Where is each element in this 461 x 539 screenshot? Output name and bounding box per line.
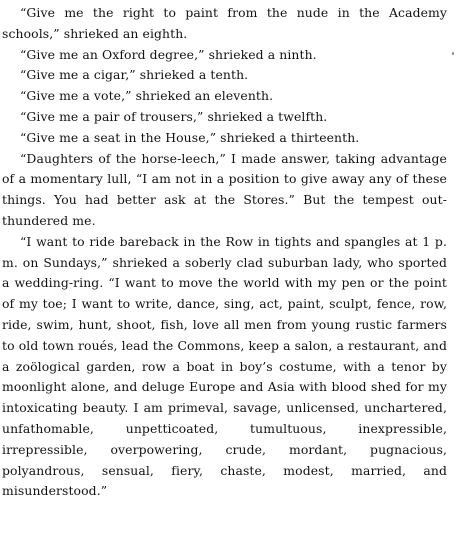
paragraph-suburban-lady: “I want to ride bareback in the Row in tights and spangles at 1 p. m. on Sundays,” shrieked a soberly clad suburban lady, who sported a wedding-ring. “I want to move the world with my pen or the point of my toe; I want to write, dance, sing, act, paint, sculpt, fence, row, ride, swim, hunt, shoot, fish, love all men from young rustic farmers to old town roués, lead the Commons, keep a salon, a restaurant, and a zoölogical garden, row a boat in boy’s costume, with a tenor by moonlight alone, and deluge Europe and Asia with blood shed for my intoxicating beauty. I am primeval, savage, unlicensed, unchartered, unfathomable, unpetticoated, tumultuous, inexpressible, irrepressible, overpowering, crude, mordant, pugnacious, polyandrous, sensual, fiery, chaste, modest, married, and misunderstood.” [2,233,447,499]
paragraph-twelfth-request: “Give me a pair of trousers,” shrieked a twelfth. [20,108,328,124]
book-page-text [2,3,447,502]
paragraph-ninth-request: “Give me an Oxford degree,” shrieked a ninth. [20,46,317,62]
paragraph-narrator-answer: “Daughters of the horse-leech,” I made answer, taking advantage of a momentary lull, “I am not in a position to give away any of these things. You had better ask at the Stores.” But the tempest out-thundered me. [2,150,447,228]
print-speck [452,52,454,55]
paragraph-thirteenth-request: “Give me a seat in the House,” shrieked a thirteenth. [20,129,360,145]
paragraph-eleventh-request: “Give me a vote,” shrieked an eleventh. [20,88,274,104]
paragraph-tenth-request: “Give me a cigar,” shrieked a tenth. [20,67,249,83]
paragraph-eighth-request: “Give me the right to paint from the nude in the Academy schools,” shrieked an eighth. [2,5,447,41]
